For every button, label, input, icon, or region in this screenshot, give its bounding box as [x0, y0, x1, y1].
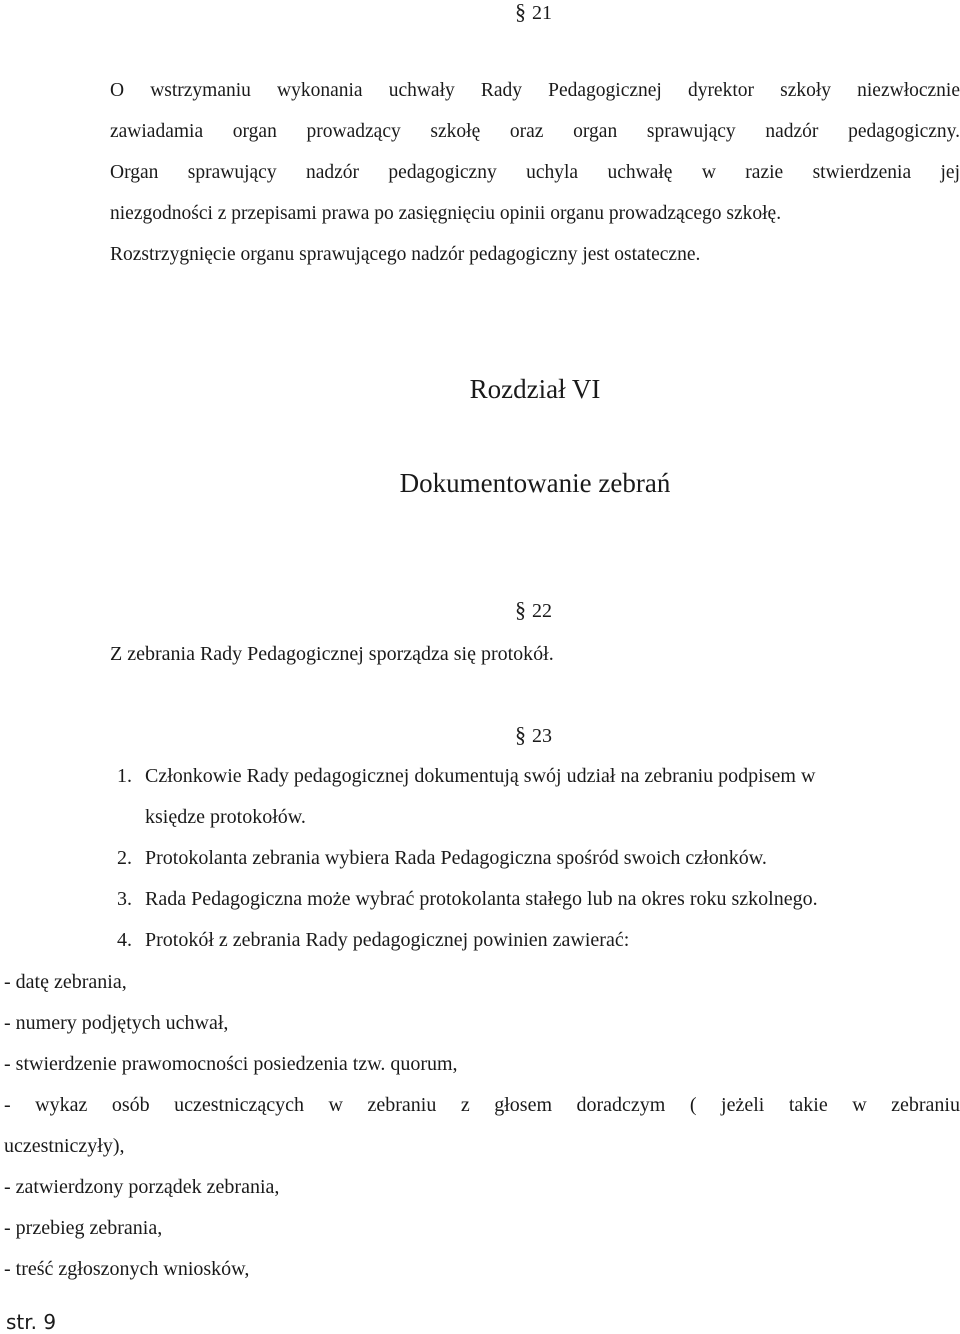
list-item-3-number: 3.: [117, 888, 132, 910]
section-symbol: §: [515, 722, 526, 747]
list-item-3-text: Rada Pedagogiczna może wybrać protokolanta stałego lub na okres roku szkolnego.: [145, 888, 818, 910]
list-item-2-text: Protokolanta zebrania wybiera Rada Pedagogiczna spośród swoich członków.: [145, 847, 767, 869]
dash-item-course: - przebieg zebrania,: [4, 1217, 163, 1239]
dash-item-motions: - treść zgłoszonych wniosków,: [4, 1258, 250, 1280]
section-number: 22: [532, 600, 552, 622]
section-number: 23: [532, 725, 552, 747]
dash-item-resolutions: - numery podjętych uchwał,: [4, 1012, 229, 1034]
paragraph-21-line-3: Organ sprawujący nadzór pedagogiczny uchyla uchwałę w razie stwierdzenia jej: [110, 162, 960, 183]
section-23-marker: [515, 723, 552, 748]
list-item-1-text-continued: księdze protokołów.: [145, 806, 306, 828]
dash-item-quorum: - stwierdzenie prawomocności posiedzenia tzw. quorum,: [4, 1053, 458, 1075]
dash-item-participants: - wykaz osób uczestniczących w zebraniu z głosem doradczym ( jeżeli takie w zebraniu: [4, 1094, 960, 1116]
paragraph-21-line-5: Rozstrzygnięcie organu sprawującego nadzór pedagogiczny jest ostateczne.: [110, 244, 701, 265]
paragraph-21-line-2: zawiadamia organ prowadzący szkołę oraz organ sprawujący nadzór pedagogiczny.: [110, 121, 960, 142]
paragraph-21-line-4: niezgodności z przepisami prawa po zasięgnięciu opinii organu prowadzącego szkołę.: [110, 203, 782, 224]
dash-item-participants-continued: uczestniczyły),: [4, 1135, 125, 1157]
list-item-4-text: Protokół z zebrania Rady pedagogicznej powinien zawierać:: [145, 929, 630, 951]
dash-item-date: - datę zebrania,: [4, 971, 127, 993]
list-item-1-number: 1.: [117, 765, 132, 787]
section-22-marker: [515, 598, 552, 623]
section-symbol: §: [515, 0, 526, 24]
section-symbol: §: [515, 597, 526, 622]
section-21-marker: [515, 0, 552, 25]
dash-item-agenda: - zatwierdzony porządek zebrania,: [4, 1176, 280, 1198]
paragraph-21-line-1: O wstrzymaniu wykonania uchwały Rady Pedagogicznej dyrektor szkoły niezwłocznie: [110, 80, 960, 101]
page-number: str. 9: [6, 1310, 57, 1334]
list-item-1-text: Członkowie Rady pedagogicznej dokumentują swój udział na zebraniu podpisem w: [145, 765, 816, 787]
list-item-2-number: 2.: [117, 847, 132, 869]
chapter-title: Rozdział VI: [469, 374, 601, 404]
paragraph-22-text: Z zebrania Rady Pedagogicznej sporządza się protokół.: [110, 643, 554, 665]
chapter-subtitle: Dokumentowanie zebrań: [399, 468, 671, 498]
list-item-4-number: 4.: [117, 929, 132, 951]
section-number: 21: [532, 2, 552, 24]
